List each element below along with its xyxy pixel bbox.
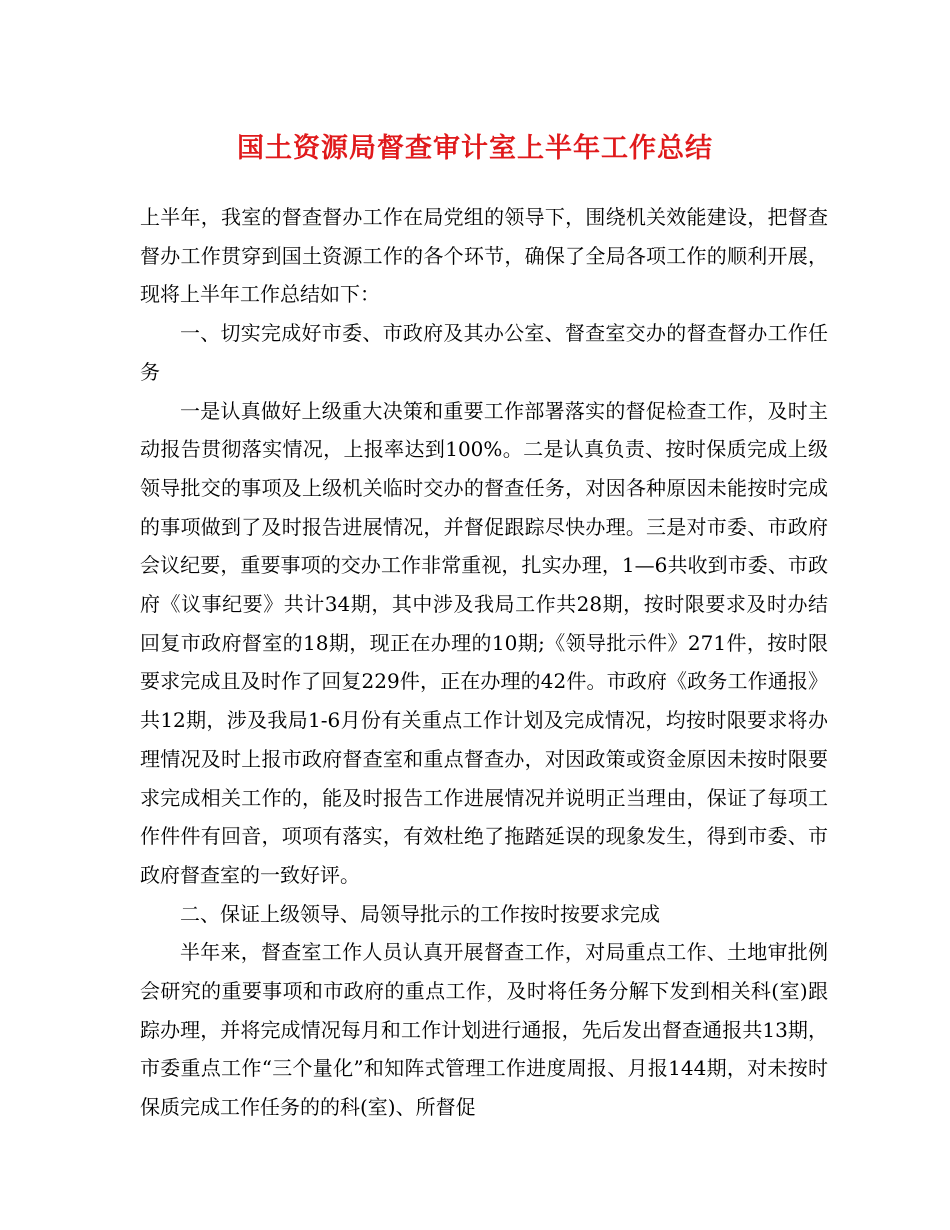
document-title: 国土资源局督查审计室上半年工作总结 [237,133,713,164]
section-2-paragraph: 半年来，督查室工作人员认真开展督查工作，对局重点工作、土地审批例会研究的重要事项和市政府的重点工作，及时将任务分解下发到相关科(室)跟踪办理，并将完成情况每月和工作计划进行通报，先后发出督查通报共13期，市委重点工作“三个量化”和知阵式管理工作进度周报、月报144期，对未按时保质完成工作任务的的科(室)、所督促 [140,940,828,1120]
intro-paragraph: 上半年，我室的督查督办工作在局党组的领导下，围绕机关效能建设，把督查督办工作贯穿到国土资源工作的各个环节，确保了全局各项工作的顺利开展，现将上半年工作总结如下： [140,205,828,307]
document-body [140,198,828,1127]
section-heading-2: 二、保证上级领导、局领导批示的工作按时按要求完成 [180,901,660,926]
section-1-paragraph: 一是认真做好上级重大决策和重要工作部署落实的督促检查工作，及时主动报告贯彻落实情况，上报率达到100%。二是认真负责、按时保质完成上级领导批交的事项及上级机关临时交办的督查任务，对因各种原因未能按时完成的事项做到了及时报告进展情况，并督促跟踪尽快办理。三是对市委、市政府会议纪要，重要事项的交办工作非常重视，扎实办理，1—6共收到市委、市政府《议事纪要》共计34期，其中涉及我局工作共28期，按时限要求及时办结回复市政府督室的18期，现正在办理的10期;《领导批示件》271件，按时限要求完成且及时作了回复229件，正在办理的42件。市政府《政务工作通报》共12期，涉及我局1-6月份有关重点工作计划及完成情况，均按时限要求将办理情况及时上报市政府督查室和重点督查办，对因政策或资金原因未按时限要求完成相关工作的，能及时报告工作进展情况并说明正当理由，保证了每项工作件件有回音，项项有落实，有效杜绝了拖踏延误的现象发生，得到市委、市政府督查室的一致好评。 [140,398,828,887]
section-heading-1: 一、切实完成好市委、市政府及其办公室、督查室交办的督查督办工作任务 [140,321,828,384]
